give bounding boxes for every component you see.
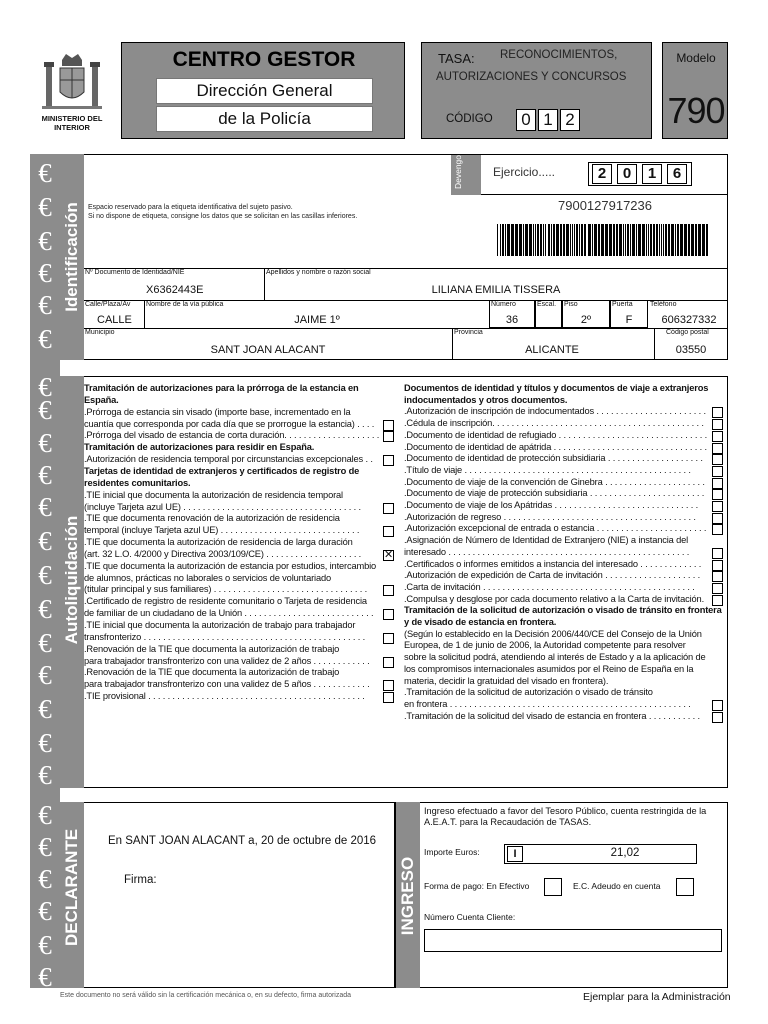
tasa-label: TASA:: [438, 51, 475, 66]
left-item: .TIE que documenta la autorización de residencia de larga duración: [84, 537, 353, 548]
place-date: En SANT JOAN ALACANT a, 20 de octubre de 2016: [108, 835, 377, 847]
right-item: .Asignación de Número de Identidad de Extranjero (NIE) a instancia del: [404, 535, 689, 546]
adeudo-checkbox[interactable]: [676, 878, 694, 896]
right-item: .Documento de viaje de la convención de Ginebra . . . . . . . . . . . . . . . . . . . . .: [404, 476, 705, 487]
right-checkbox[interactable]: [712, 548, 723, 559]
left-item: cuantía que corresponda por cada día que se prorrogue la estancia) . . . .: [84, 418, 375, 429]
right-item: Europea, de 1 de junio de 2006, la Autoridad competente para resolver: [404, 640, 686, 651]
modelo-box: [662, 42, 728, 139]
modelo-number: 790: [667, 90, 725, 131]
right-item: .Autorización de inscripción de indocumentados . . . . . . . . . . . . . . . . . . . . . . .: [404, 406, 706, 417]
right-item: .Documento de identidad de protección subsidiaria . . . . . . . . . . . . . . . . . . . .: [404, 453, 703, 464]
left-item: para trabajador transfronterizo con una validez de 5 años . . . . . . . . . . . .: [84, 679, 370, 690]
telefono-value: 606327332: [661, 314, 717, 326]
left-item: .Certificado de registro de residente comunitario o Tarjeta de residencia: [84, 596, 367, 607]
codigo-digit-3: 2: [560, 109, 580, 131]
right-item: .Compulsa y desglose por cada documento relativo a la Carta de invitación.: [404, 593, 705, 604]
tasa-box: [421, 42, 652, 139]
right-checkbox[interactable]: [712, 407, 723, 418]
right-checkbox[interactable]: [712, 700, 723, 711]
euro-icon: €: [38, 395, 52, 425]
right-checkbox[interactable]: [712, 501, 723, 512]
euro-icon: €: [38, 660, 52, 690]
left-item: .Prórroga del visado de estancia de corta duración. . . . . . . . . . . . . . . . . . . .: [84, 430, 380, 441]
id-row-3-top: [84, 328, 728, 329]
euro-icon: €: [38, 930, 52, 960]
modelo-label: Modelo: [676, 51, 716, 65]
piso-label: Piso: [564, 301, 578, 308]
euro-icon: €: [38, 962, 52, 992]
euro-icon: €: [38, 628, 52, 658]
ministry-line-2: INTERIOR: [54, 123, 90, 132]
right-item: Documentos de identidad y títulos y documentos de viaje a extranjeros: [404, 383, 709, 393]
left-checkbox[interactable]: [383, 633, 394, 644]
centro-gestor-title: CENTRO GESTOR: [172, 48, 356, 71]
name-value: LILIANA EMILIA TISSERA: [431, 284, 561, 296]
euro-icon: €: [38, 832, 52, 862]
euro-icon: €: [38, 760, 52, 790]
centro-gestor-box: [121, 42, 405, 139]
euro-icon: €: [38, 372, 52, 402]
ejercicio-digit-2: 0: [617, 164, 637, 184]
right-item: .Documento de identidad de apátrida . . . . . . . . . . . . . . . . . . . . . . . . . . . . . . . .: [404, 441, 707, 452]
euro-icon: €: [38, 800, 52, 830]
nie-value: X6362443E: [146, 284, 204, 296]
left-item: residentes comunitarios.: [84, 477, 191, 488]
ingreso-label: INGRESO: [398, 856, 417, 936]
codigo-label: CÓDIGO: [446, 113, 493, 125]
numero-label: Número: [491, 301, 516, 308]
escal-label: Escal.: [537, 301, 557, 308]
euro-icon: €: [38, 428, 52, 458]
provincia-value: ALICANTE: [525, 344, 579, 356]
provincia-label: Provincia: [454, 329, 483, 336]
left-item: Tramitación de autorizaciones para la prórroga de la estancia en: [84, 383, 359, 393]
reserved-line-2: Si no dispone de etiqueta, consigne los datos que se solicitan en las casillas inferiores.: [88, 213, 358, 220]
codigo-digit-2: 1: [538, 109, 558, 131]
left-item: .Autorización de residencia temporal por circunstancias excepcionales . .: [84, 454, 373, 465]
right-checkbox[interactable]: [712, 443, 723, 454]
municipio-value: SANT JOAN ALACANT: [210, 344, 326, 356]
right-item: .Tramitación de la solicitud del visado de estancia en frontera . . . . . . . . . . .: [404, 710, 700, 721]
euro-icon: €: [38, 694, 52, 724]
left-checkbox[interactable]: [383, 585, 394, 596]
cp-label: Código postal: [666, 329, 709, 336]
left-item: .Renovación de la TIE que documenta la autorización de trabajo: [84, 643, 340, 654]
euro-icon: €: [38, 560, 52, 590]
left-checkbox[interactable]: ✕: [384, 548, 394, 561]
left-checkbox[interactable]: [383, 455, 394, 466]
puerta-label: Puerta: [612, 301, 633, 308]
devengo-label: Devengo: [453, 154, 463, 190]
centro-gestor-line1-box: [156, 78, 373, 104]
right-checkbox[interactable]: [712, 513, 723, 524]
forma-pago-label: Forma de pago: En Efectivo: [424, 881, 530, 891]
left-item: de alumnos, prácticas no laborales o servicios de voluntariado: [84, 572, 332, 583]
nie-label: Nº Documento de Identidad/NIE: [85, 269, 185, 276]
tasa-line-1: RECONOCIMIENTOS,: [500, 49, 618, 61]
euro-icon: €: [38, 290, 52, 320]
right-checkbox[interactable]: [712, 478, 723, 489]
right-item: .Autorización excepcional de entrada o estancia . . . . . . . . . . . . . . . . . . . . . . .: [404, 523, 707, 534]
right-checkbox[interactable]: [712, 419, 723, 430]
right-item: en frontera . . . . . . . . . . . . . . . . . . . . . . . . . . . . . . . . . . . . . . . . . . . . . . . . . .: [404, 698, 691, 709]
efectivo-checkbox[interactable]: [544, 878, 562, 896]
left-checkbox[interactable]: [383, 503, 394, 514]
importe-value: 21,02: [610, 847, 640, 859]
left-checkbox[interactable]: [383, 609, 394, 620]
via-value: JAIME 1º: [294, 314, 340, 326]
right-checkbox[interactable]: [712, 524, 723, 535]
left-item: .TIE que documenta la autorización de estancia por estudios, intercambio: [84, 560, 377, 571]
right-item: interesado . . . . . . . . . . . . . . . . . . . . . . . . . . . . . . . . . . . . . . . . . . . . . . . . . .: [404, 546, 690, 557]
left-item: .Prórroga de estancia sin visado (importe base, incrementado en la: [84, 406, 351, 417]
barcode-number: 7900127917236: [558, 198, 652, 213]
right-checkbox[interactable]: [712, 489, 723, 500]
right-item: .Autorización de regreso . . . . . . . . . . . . . . . . . . . . . . . . . . . . . . . . . . . . . . . .: [404, 511, 696, 522]
ejercicio-digit-3: 1: [642, 164, 662, 184]
left-item: (art. 32 L.O. 4/2000 y Directiva 2003/109/CE) . . . . . . . . . . . . . . . . . . . .: [84, 548, 362, 559]
centro-gestor-line1: Dirección General: [196, 81, 333, 100]
calle-label: Calle/Plaza/Av: [85, 301, 131, 308]
ec-adeudo-label: E.C. Adeudo en cuenta: [573, 881, 661, 891]
importe-label: Importe Euros:: [424, 847, 480, 857]
left-item: transfronterizo . . . . . . . . . . . . . . . . . . . . . . . . . . . . . . . . . . . . . . . . . . . . . .: [84, 631, 366, 642]
centro-gestor-line2-box: [156, 106, 373, 132]
left-checkbox[interactable]: [383, 657, 394, 668]
euro-icon: €: [38, 324, 52, 354]
piso-value: 2º: [580, 314, 592, 326]
ejercicio-digit-4: 6: [667, 164, 687, 184]
ejercicio-label: Ejercicio.....: [493, 165, 556, 179]
right-checkbox[interactable]: [712, 454, 723, 465]
puerta-value: F: [625, 314, 633, 326]
cuenta-input[interactable]: [424, 929, 722, 952]
right-item: .Documento de identidad de refugiado . . . . . . . . . . . . . . . . . . . . . . . . . . . . . . .: [404, 429, 708, 440]
cuenta-label: Número Cuenta Cliente:: [424, 912, 516, 922]
euro-icon: €: [38, 594, 52, 624]
ejemplar-label: Ejemplar para la Administración: [583, 991, 731, 1003]
right-checkbox[interactable]: [712, 583, 723, 594]
autoliquidacion-label: Autoliquidación: [62, 515, 81, 645]
left-item: para trabajador transfronterizo con una validez de 2 años . . . . . . . . . . . .: [84, 655, 370, 666]
centro-gestor-line2: de la Policía: [218, 109, 311, 128]
right-item: Tramitación de la solicitud de autorización o visado de tránsito en frontera: [404, 605, 722, 616]
calle-value: CALLE: [97, 314, 132, 326]
ministry-line-1: MINISTERIO DEL: [41, 114, 103, 123]
right-item: .Carta de invitación . . . . . . . . . . . . . . . . . . . . . . . . . . . . . . . . . . . . . . . . . . . .: [404, 581, 695, 592]
footer-note: Este documento no será válido sin la certificación mecánica o, en su defecto, firma autorizada: [60, 992, 352, 999]
right-item: .Tramitación de la solicitud de autorización o visado de tránsito: [404, 687, 653, 698]
ministry-name: [30, 114, 114, 132]
euro-icon: €: [38, 192, 52, 222]
right-checkbox[interactable]: [712, 560, 723, 571]
right-checkbox[interactable]: [712, 431, 723, 442]
coat-of-arms-icon: [38, 52, 106, 116]
left-item: España.: [84, 394, 119, 405]
right-checkbox[interactable]: [712, 595, 723, 606]
right-item: indocumentados y otros documentos.: [404, 394, 568, 405]
euro-icon: €: [38, 896, 52, 926]
tasa-line-2: AUTORIZACIONES Y CONCURSOS: [436, 71, 627, 83]
left-item: de familiar de un ciudadano de la Unión . . . . . . . . . . . . . . . . . . . . . . . . . . .: [84, 608, 374, 619]
right-item: sobre la solicitud podrá, atendiendo al interés de Estado y a la aplicación de: [404, 652, 706, 663]
left-item: Tramitación de autorizaciones para residir en España.: [84, 442, 315, 453]
left-item: .TIE inicial que documenta la autorización de trabajo para trabajador: [84, 620, 356, 630]
identificacion-label: Identificación: [62, 202, 81, 312]
barcode-icon: [497, 224, 709, 256]
euro-icon: €: [38, 158, 52, 188]
euro-icon: €: [38, 460, 52, 490]
ingreso-header-2: A.E.A.T. para la Recaudación de TASAS.: [424, 817, 592, 827]
euro-icon: €: [38, 258, 52, 288]
left-item: .Renovación de la TIE que documenta la autorización de trabajo: [84, 667, 340, 678]
devengo-separator: [481, 194, 728, 195]
name-label: Apellidos y nombre o razón social: [266, 269, 371, 276]
importe-prefix: I: [513, 848, 517, 860]
left-item: (titular principal y sus familiares) . . . . . . . . . . . . . . . . . . . . . . . . . . . . . . . .: [84, 584, 368, 595]
declarante-label: DECLARANTE: [62, 828, 81, 946]
right-item: .Documento de viaje de los Apátridas . . . . . . . . . . . . . . . . . . . . . . . . . . . . . .: [404, 500, 699, 510]
ejercicio-digit-1: 2: [592, 164, 612, 184]
right-item: materia, decidir la gratuidad del visado en frontera).: [404, 675, 609, 686]
right-item: (Según lo establecido en la Decisión 2006/440/CE del Consejo de la Unión: [404, 628, 702, 639]
codigo-digit-1: 0: [516, 109, 536, 131]
firma-label: Firma:: [124, 874, 157, 886]
ingreso-header-1: Ingreso efectuado a favor del Tesoro Público, cuenta restringida de la: [424, 806, 707, 816]
euro-icon: €: [38, 526, 52, 556]
reserved-line-1: Espacio reservado para la etiqueta identificativa del sujeto pasivo.: [88, 204, 293, 211]
right-item: .Certificados o informes emitidos a instancia del interesado . . . . . . . . . . . . .: [404, 558, 702, 569]
right-item: .Autorización de expedición de Carta de invitación . . . . . . . . . . . . . . . . . . . .: [404, 570, 701, 581]
left-item: Tarjetas de identidad de extranjeros y certificados de registro de: [84, 465, 360, 476]
declarante-section: [60, 802, 395, 988]
right-item: .Documento de viaje de protección subsidiaria . . . . . . . . . . . . . . . . . . . . . . . .: [404, 488, 705, 499]
left-item: (incluye Tarjeta azul UE) . . . . . . . . . . . . . . . . . . . . . . . . . . . . . . . . . . . . .: [84, 501, 361, 512]
left-checkbox[interactable]: [383, 526, 394, 537]
left-item: .TIE provisional . . . . . . . . . . . . . . . . . . . . . . . . . . . . . . . . . . . . . . . . . . . . .: [84, 691, 365, 702]
left-item: .TIE que documenta renovación de la autorización de residencia: [84, 513, 340, 524]
via-label: Nombre de la vía pública: [146, 301, 224, 308]
left-checkbox[interactable]: [383, 692, 394, 703]
numero-value: 36: [505, 314, 519, 326]
euro-icon: €: [38, 492, 52, 522]
euro-icon: €: [38, 864, 52, 894]
right-checkbox[interactable]: [712, 712, 723, 723]
telefono-label: Teléfono: [650, 301, 677, 308]
euro-icon: €: [38, 728, 52, 758]
right-item: y de visado de estancia en frontera.: [404, 617, 557, 627]
euro-icon: €: [38, 226, 52, 256]
right-item: .Cédula de inscripción. . . . . . . . . . . . . . . . . . . . . . . . . . . . . . . . . . . . . . . . . . . .: [404, 418, 704, 429]
left-checkbox[interactable]: [383, 420, 394, 431]
right-item: .Título de viaje . . . . . . . . . . . . . . . . . . . . . . . . . . . . . . . . . . . . . . . . . . . . . . .: [404, 464, 691, 475]
right-checkbox[interactable]: [712, 466, 723, 477]
right-item: los compromisos internacionales asumidos por el Reino de España en la: [404, 663, 694, 674]
municipio-label: Municipio: [85, 329, 115, 336]
cp-value: 03550: [675, 344, 707, 356]
left-item: temporal (incluye Tarjeta azul UE) . . . . . . . . . . . . . . . . . . . . . . . . . . . . .: [84, 525, 360, 536]
left-item: .TIE inicial que documenta la autorización de residencia temporal: [84, 489, 343, 500]
left-checkbox[interactable]: [383, 431, 394, 442]
right-checkbox[interactable]: [712, 571, 723, 582]
ministry-logo: [38, 52, 106, 116]
left-checkbox[interactable]: [383, 680, 394, 691]
